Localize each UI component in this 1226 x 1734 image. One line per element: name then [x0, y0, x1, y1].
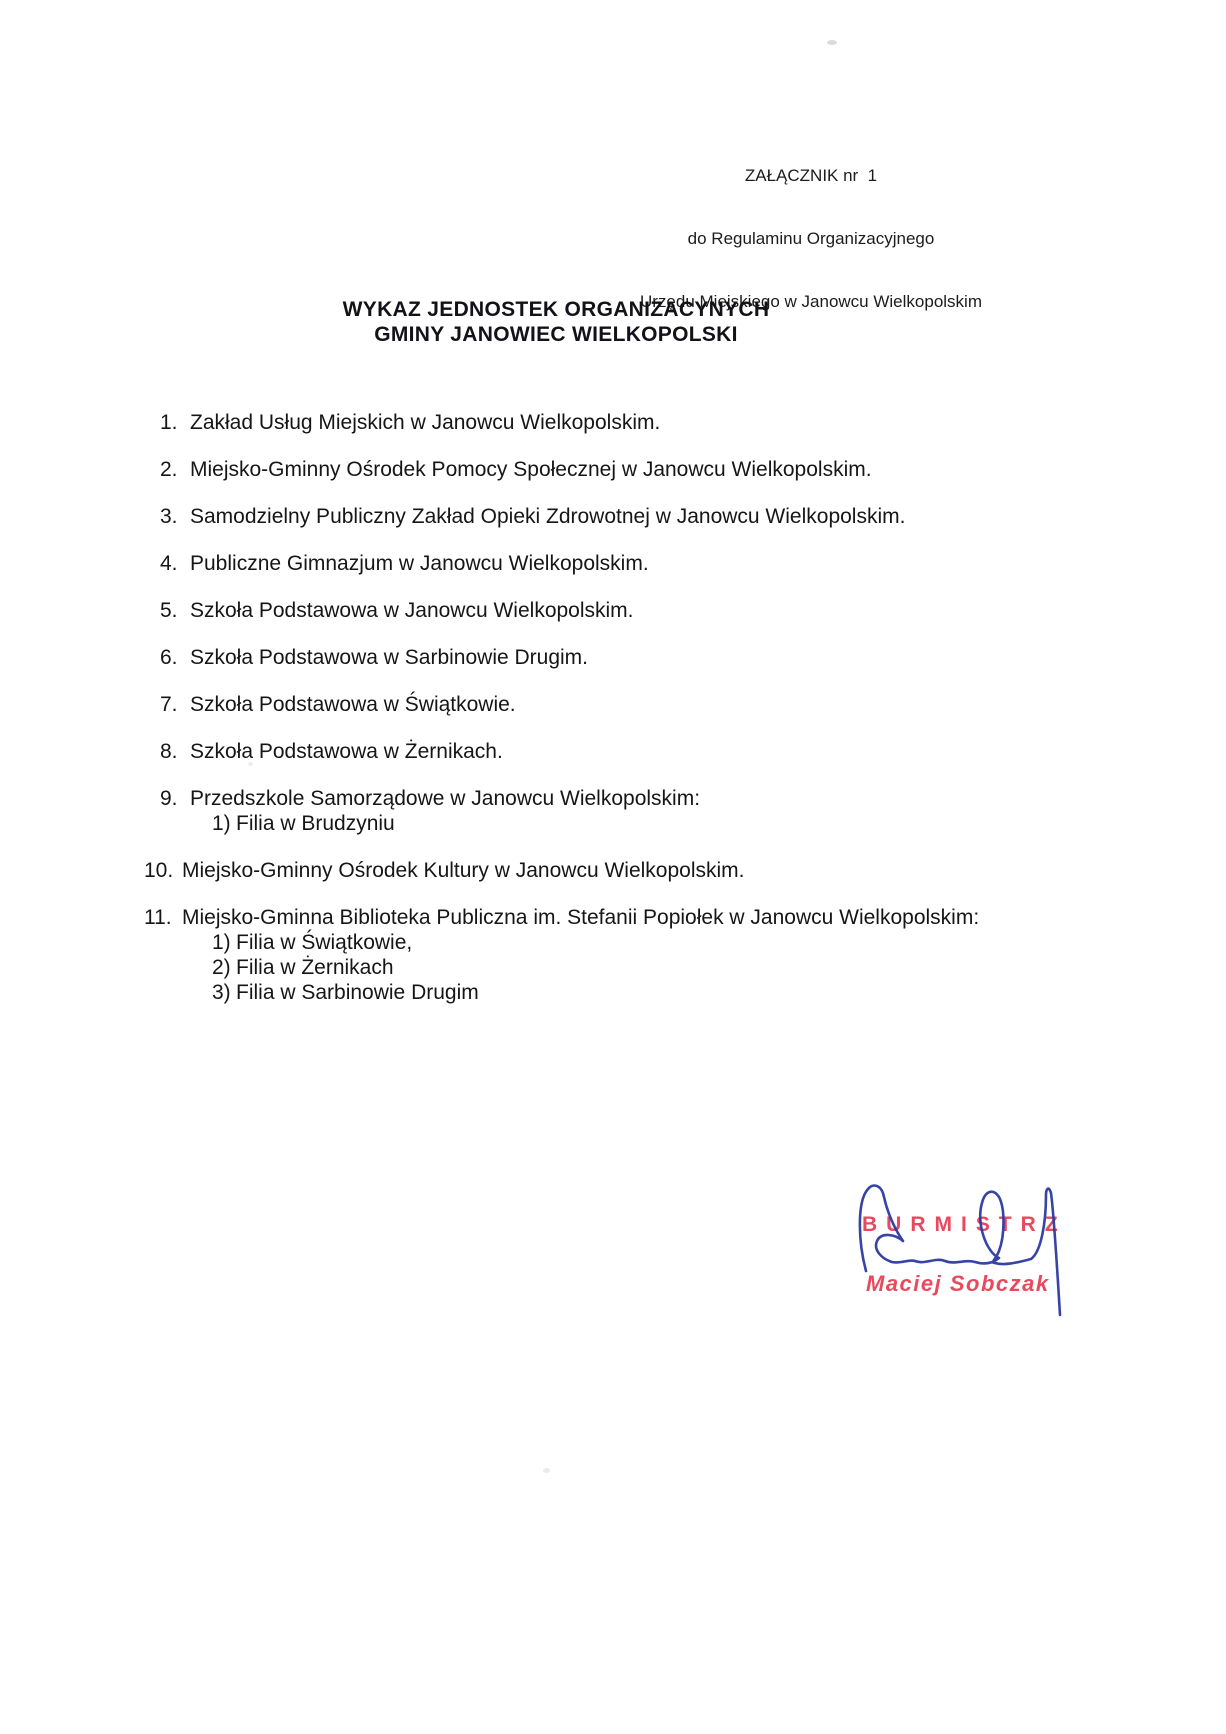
- handwritten-signature: [852, 1183, 1072, 1333]
- item-text: Szkoła Podstawowa w Sarbinowie Drugim.: [190, 646, 589, 669]
- sub-list-item: [212, 811, 982, 836]
- document-title-line2: GMINY JANOWIEC WIELKOPOLSKI: [374, 323, 738, 346]
- list-item: [144, 858, 982, 883]
- document-title-line1: WYKAZ JEDNOSTEK ORGANIZACYNYCH: [342, 298, 770, 321]
- item-text: Szkoła Podstawowa w Janowcu Wielkopolskim.: [190, 599, 634, 622]
- item-text: Samodzielny Publiczny Zakład Opieki Zdrowotnej w Janowcu Wielkopolskim.: [190, 505, 906, 528]
- list-item: [160, 551, 982, 576]
- item-number: 3.: [160, 505, 178, 528]
- list-item: [160, 410, 982, 435]
- subitem-text: Filia w Brudzyniu: [236, 812, 395, 835]
- item-number: 1.: [160, 411, 178, 434]
- organizational-units-list: [144, 410, 982, 1027]
- item-number: 2.: [160, 458, 178, 481]
- subitem-text: Filia w Świątkowie,: [236, 931, 413, 954]
- subitem-number: 2): [212, 956, 231, 979]
- item-number: 9.: [160, 787, 178, 810]
- item-text: Zakład Usług Miejskich w Janowcu Wielkopolskim.: [190, 411, 661, 434]
- item-text: Miejsko-Gminny Ośrodek Kultury w Janowcu Wielkopolskim.: [182, 859, 745, 882]
- subitem-number: 1): [212, 812, 231, 835]
- sub-list-item: [212, 930, 982, 955]
- item-number: 4.: [160, 552, 178, 575]
- sub-list-item: [212, 955, 982, 980]
- list-item: [160, 739, 982, 764]
- stamp-signer-name: Maciej Sobczak: [866, 1271, 1050, 1296]
- attachment-header-line: ZAŁĄCZNIK nr 1: [744, 166, 878, 185]
- attachment-header-line: Urzędu Miejskiego w Janowcu Wielkopolskim: [639, 292, 982, 311]
- item-number: 5.: [160, 599, 178, 622]
- list-item: [160, 692, 982, 717]
- item-text: Miejsko-Gminny Ośrodek Pomocy Społecznej w Janowcu Wielkopolskim.: [190, 458, 872, 481]
- subitem-number: 3): [212, 981, 231, 1004]
- attachment-header-line: do Regulaminu Organizacyjnego: [687, 229, 935, 248]
- item-text: Szkoła Podstawowa w Żernikach.: [190, 740, 503, 763]
- subitem-number: 1): [212, 931, 231, 954]
- document-title: [0, 297, 1112, 347]
- sub-list-item: [212, 980, 982, 1005]
- stamp-office-title: BURMISTRZ: [862, 1213, 1067, 1236]
- list-item: [160, 457, 982, 482]
- item-text: Szkoła Podstawowa w Świątkowie.: [190, 693, 516, 716]
- scan-artifact: [827, 40, 837, 45]
- list-item: [160, 786, 982, 836]
- item-number: 6.: [160, 646, 178, 669]
- item-number: 7.: [160, 693, 178, 716]
- list-item: [160, 645, 982, 670]
- item-text: Publiczne Gimnazjum w Janowcu Wielkopolskim.: [190, 552, 649, 575]
- subitem-text: Filia w Żernikach: [236, 956, 394, 979]
- item-number: 11.: [144, 906, 172, 929]
- item-number: 10.: [144, 859, 174, 882]
- item-number: 8.: [160, 740, 178, 763]
- subitem-text: Filia w Sarbinowie Drugim: [236, 981, 479, 1004]
- scan-artifact: [543, 1468, 550, 1473]
- item-text: Miejsko-Gminna Biblioteka Publiczna im. Stefanii Popiołek w Janowcu Wielkopolskim:: [182, 906, 980, 929]
- item-text: Przedszkole Samorządowe w Janowcu Wielkopolskim:: [190, 787, 701, 810]
- list-item: [160, 598, 982, 623]
- list-item: [144, 905, 982, 1005]
- list-item: [160, 504, 982, 529]
- mayor-stamp-and-signature: [852, 1183, 1082, 1343]
